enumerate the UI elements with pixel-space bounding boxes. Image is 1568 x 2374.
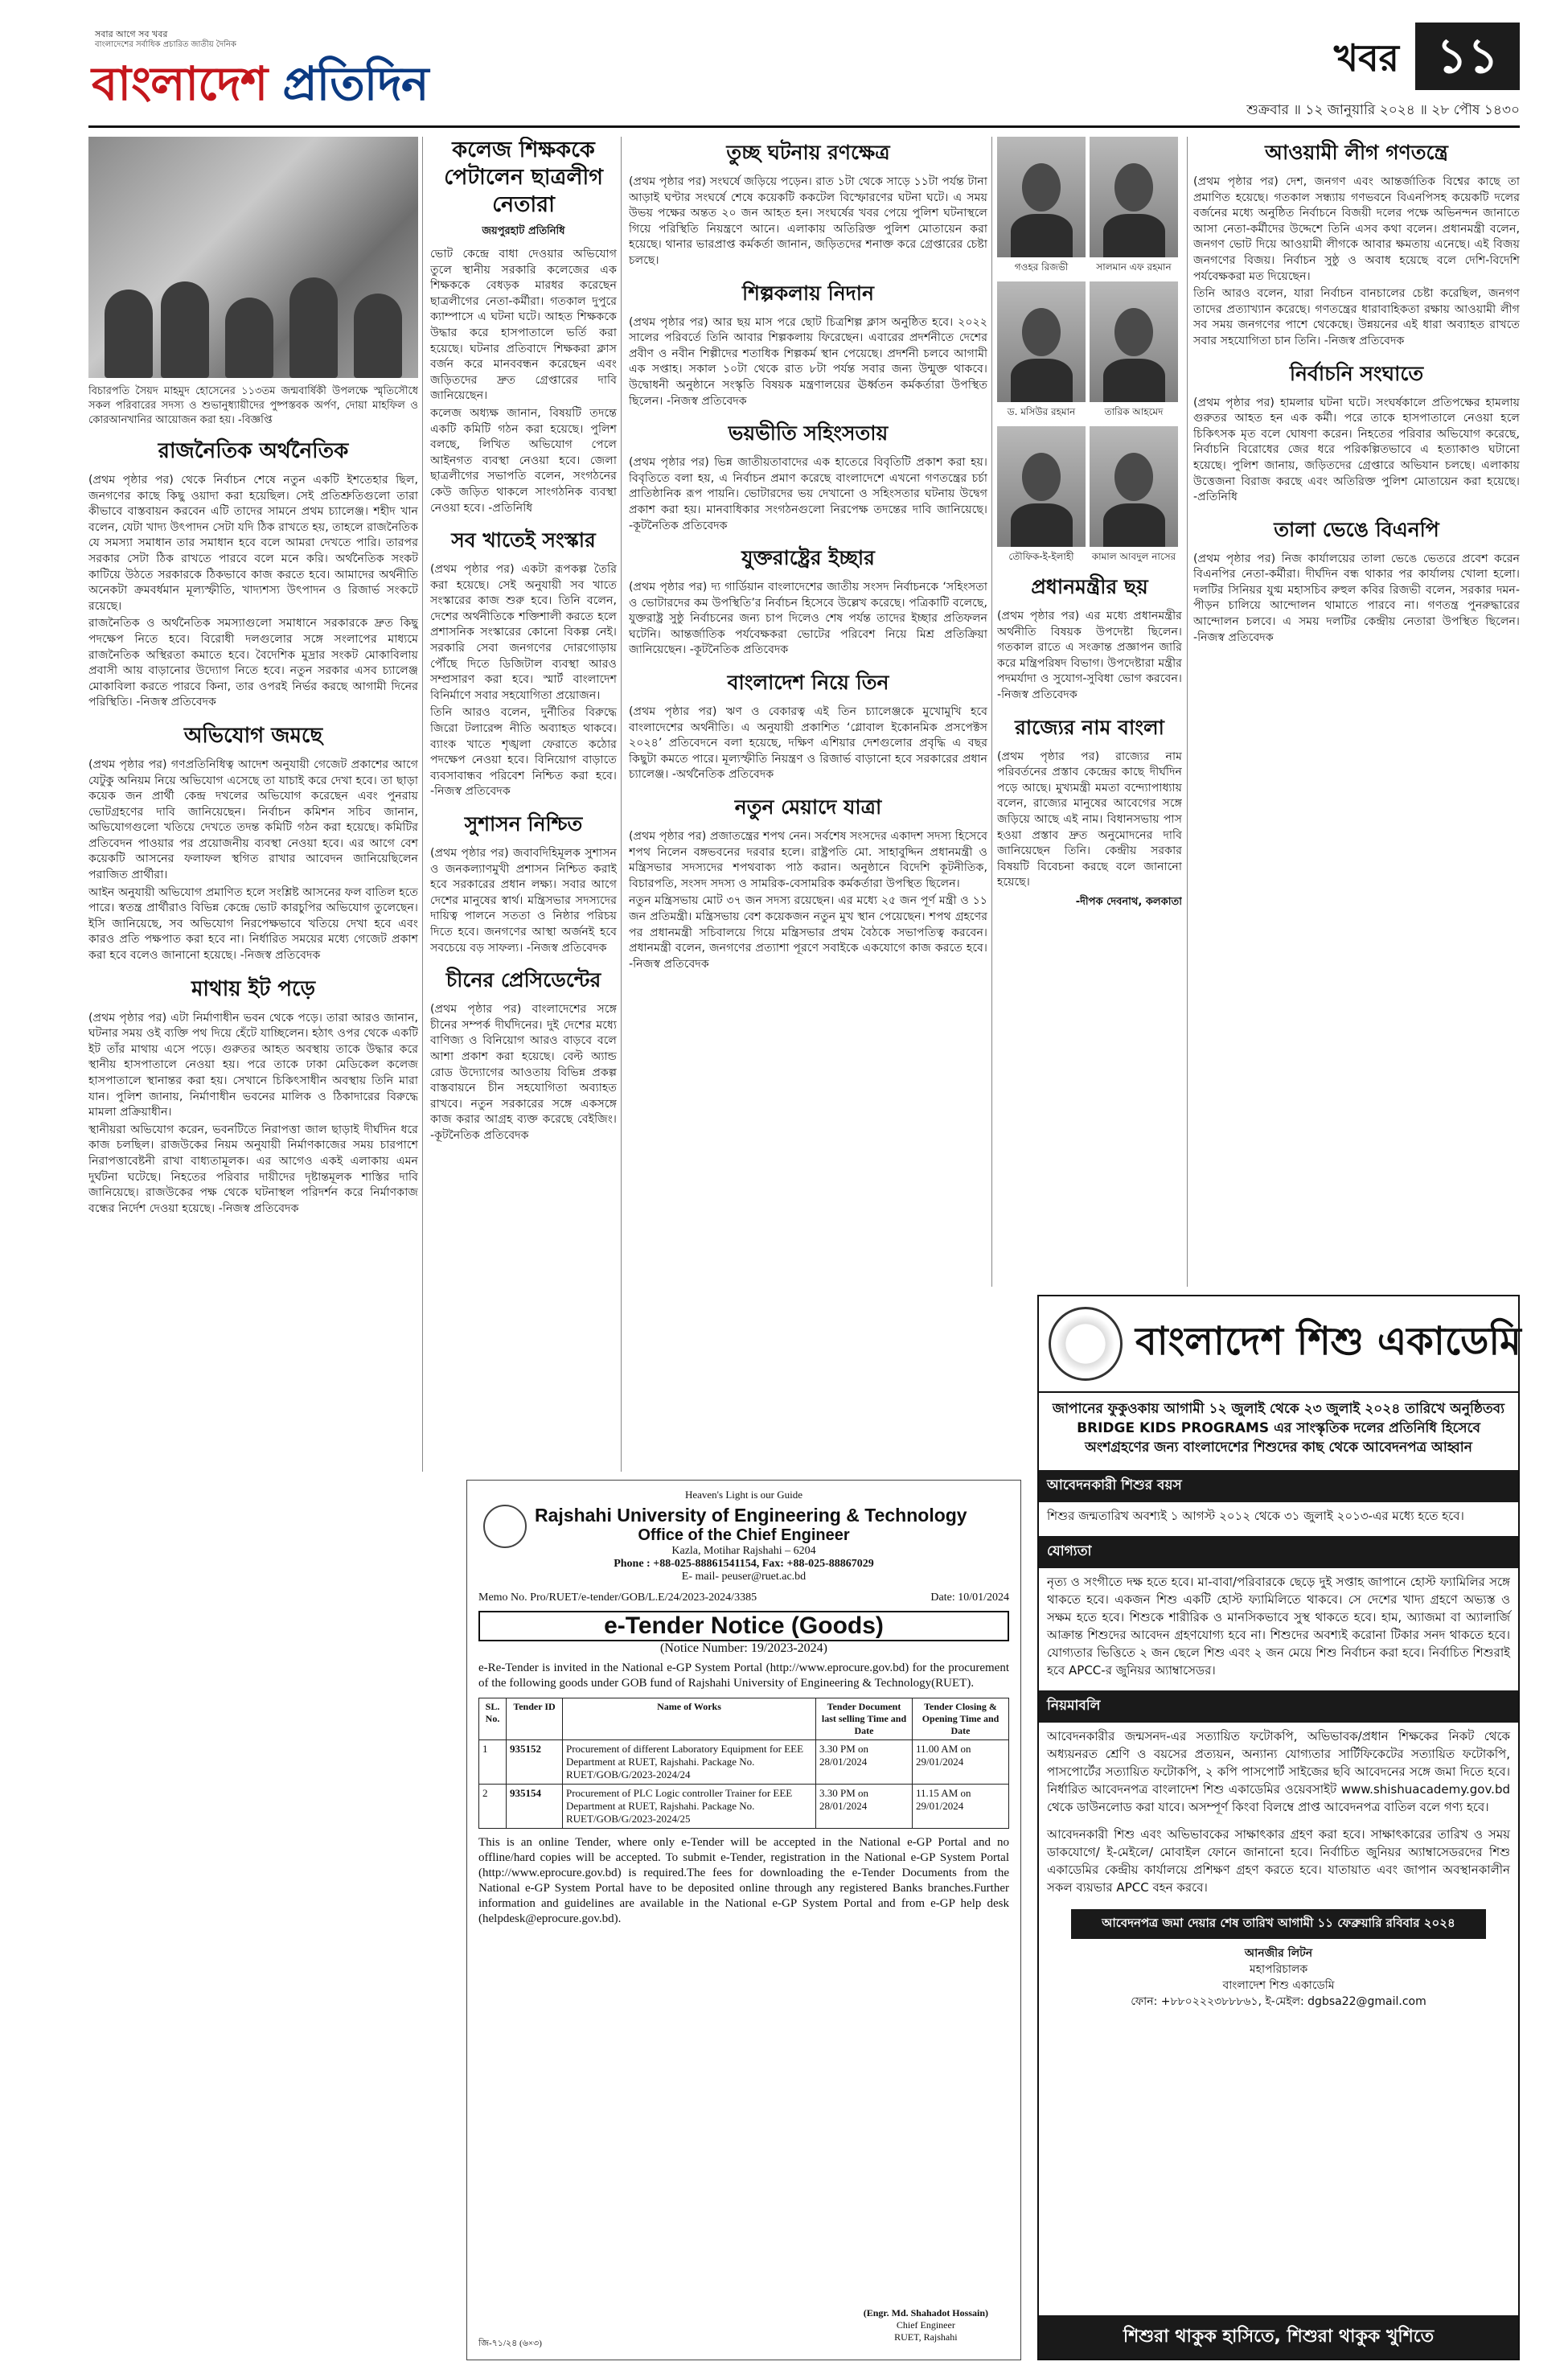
article-body: (প্রথম পৃষ্ঠার পর) থেকে নির্বাচন শেষে নতুন একটি ইশতেহার ছিল, জনগণের কাছে কিছু ওয়াদা করা হয়েছিল। সেই প্রতিশ্রুতিগুলো তারা কীভাবে বাস্তবায়ন করবেন এটি তাদের সামনে প্রথম চ্যালেঞ্জ। শহীদ খান বলেন, যেটা খাদ্য উৎপাদন সেটা যদি ঠিক রাখতে হয়, তাহলে রাজনৈতিক যে সমস্যা সমাধান তার সমাধান হবে বলে আমরা দেখতে পারি। তারপর সরকার সেটা ঠিক রাখতে পারবে বলে মনে করি। অর্থনৈতিক সংকট কাটিয়ে উঠতে সরকারকে ঠিকভাবে কাজ করতে হবে। আমাদের অর্থনীতি অনেকটা ক্রমবর্ধমান মূল্যস্ফীতি, খাদ্যশস্য উৎপাদন ও রিজার্ভ সংকটে রয়েছে। [88,474,418,613]
academy-name: বাংলাদেশ শিশু একাডেমি [1135,1318,1521,1364]
article-body: রাজনৈতিক ও অর্থনৈতিক সমস্যাগুলো সমাধানে সরকারকে দ্রুত কিছু পদক্ষেপ নিতে হবে। বিরোধী দলগুলোর সঙ্গে সংলাপের মাধ্যমে রাজনৈতিক অস্থিরতা কমাতে হবে। বৈদেশিক মুদ্রার সংকট মোকাবিলায় প্রবাসী আয় বাড়ানোর উদ্যোগ নিতে হবে। নতুন সরকার এসব চ্যালেঞ্জ মোকাবিলা করতে পারবে কিনা, তার ওপরই নির্ভর করছে আগামী দিনের পরিস্থিতি। -নিজস্ব প্রতিবেদক [88,617,418,709]
portrait-photo[interactable] [1090,426,1178,547]
tender-signature [864,2307,988,2343]
tender-email[interactable]: E- mail- peuser@ruet.ac.bd [681,1571,807,1583]
portrait-photo[interactable] [997,426,1086,547]
page-number: ১১ [1415,23,1520,90]
dateline: শুক্রবার ॥ ১২ জানুয়ারি ২০২৪ ॥ ২৮ পৌষ ১৪৩০ [1246,102,1520,118]
article-body: কলেজ অধ্যক্ষ জানান, বিষয়টি তদন্তে একটি কমিটি গঠন করা হয়েছে। পুলিশ বলছে, লিখিত অভিযোগ পেলে আইনগত ব্যবস্থা নেওয়া হবে। জেলা ছাত্রলীগের সভাপতি বলেন, সংগঠনের কেউ জড়িত থাকলে সাংগঠনিক ব্যবস্থা নেওয়া হবে। -প্রতিনিধি [430,406,617,515]
table-header: SL. No. [479,1698,507,1740]
headline-awami-league[interactable]: আওয়ামী লীগ গণতন্ত্রে [1265,141,1448,164]
ad-code: জি-৭১/২৪ (৬×৩) [478,2339,542,2348]
tender-memo-row [478,1592,1009,1604]
masthead [88,23,1520,119]
portrait-caption: ড. মসিউর রহমান [1007,406,1076,417]
news-photo[interactable] [88,137,418,378]
column-middle [629,137,987,1472]
portrait-caption: কামাল আবদুল নাসের [1091,551,1176,562]
article-body: (প্রথম পৃষ্ঠার পর) রাজ্যের নাম পরিবর্তনের প্রস্তাব কেন্দ্রের কাছে দীর্ঘদিন পড়ে আছে। মুখ্যমন্ত্রী মমতা বন্দ্যোপাধ্যায় বলেন, রাজ্যের মানুষের আবেগের সঙ্গে জড়িয়ে আছে এই নাম। বিধানসভায় পাস হওয়া প্রস্তাব দ্রুত অনুমোদনের দাবি জানিয়েছেন তিনি। কেন্দ্রীয় সরকার বিষয়টি বিবেচনা করছে বলে জানানো হয়েছে। [997,750,1182,889]
article-body: (প্রথম পৃষ্ঠার পর) একটা রূপকল্প তৈরি করা হয়েছে। সেই অনুযায়ী সব খাতে সংস্কারের কাজ শুরু হবে। তিনি বলেন, দেশের অর্থনীতিকে শক্তিশালী করতে হলে প্রশাসনিক সংস্কারের কোনো বিকল্প নেই। সরকারি সেবা জনগণের দোরগোড়ায় পৌঁছে দিতে ডিজিটাল ব্যবস্থা আরও সম্প্রসারণ করা হবে। স্মার্ট বাংলাদেশ বিনির্মাণে সবার সহযোগিতা প্রয়োজন। [430,563,617,702]
headline-reform[interactable]: সব খাতেই সংস্কার [451,528,596,552]
headline-clash[interactable]: তুচ্ছ ঘটনায় রণক্ষেত্র [726,141,890,164]
column-right [1193,137,1520,1287]
photo-caption: বিচারপতি সৈয়দ মাহমুদ হোসেনের ১১৩তম জন্মবার্ষিকী উপলক্ষে স্মৃতিসৌধে সকল পরিবারের সদস্য ও শুভানুধ্যায়ীদের পুষ্পস্তবক অর্পণ, দোয়া মাহফিল ও কোরআনখানির আয়োজন করা হয়। -বিজ্ঞপ্তি [88,385,418,426]
masthead-divider [88,125,1520,128]
headline-teacher-beaten[interactable]: কলেজ শিক্ষককে পেটালেন ছাত্রলীগ নেতারা [444,138,603,217]
table-cell: 11.15 AM on 29/01/2024 [913,1785,1009,1829]
article-body: (প্রথম পৃষ্ঠার পর) জবাবদিহিমূলক সুশাসন ও জনকল্যাণমুখী প্রশাসন নিশ্চিত করাই হবে সরকারের প্রধান লক্ষ্য। সবার আগে দেশের মানুষের স্বার্থ। মন্ত্রিসভার সদস্যদের দায়িত্ব পালনে সততা ও নিষ্ঠার পরিচয় দিতে হবে। জনগণের আস্থা অর্জনই হবে সবচেয়ে বড় সাফল্য। -নিজস্ব প্রতিবেদক [430,847,617,955]
table-cell: 2 [479,1785,507,1829]
table-cell: 935154 [507,1785,563,1829]
tender-table [478,1698,1009,1829]
article-body: (প্রথম পৃষ্ঠার পর) ভিন্ন জাতীয়তাবাদের এক হাতেরে বিবৃতিটি প্রকাশ করা হয়। বিবৃতিতে বলা হয়, এ নির্বাচন প্রমাণ করেছে বাংলাদেশে এখনো গণতন্ত্রের চর্চা প্রাতিষ্ঠানিক রূপ পায়নি। ভোটারদের ভয় দেখানো ও সহিংসতার ঘটনায় উদ্বেগ প্রকাশ করা হয়। মানবাধিকার সংগঠনগুলো নিরপেক্ষ তদন্তের দাবি জানিয়েছে। -কূটনৈতিক প্রতিবেদক [629,456,987,532]
article-body: (প্রথম পৃষ্ঠার পর) গণপ্রতিনিধিত্ব আদেশ অনুযায়ী গেজেট প্রকাশের আগে যেটুকু অনিয়ম নিয়ে অভিযোগ এসেছে তা যাচাই করে দেখা হবে। তা ছাড়া কয়েক জন প্রার্থী কেন্দ্র দখলের অভিযোগ করেছেন এবং পুনরায় ভোটগ্রহণের দাবি জানিয়েছেন। নির্বাচন কমিশন সচিব জানান, অভিযোগগুলো খতিয়ে দেখতে তদন্ত কমিটি গঠন করা হয়েছে। কমিটির প্রতিবেদন পাওয়ার পর প্রয়োজনীয় ব্যবস্থা নেওয়া হবে। এর আগে বেশ কয়েকটি আসনের ফলাফল স্থগিত রাখার আবেদন জানিয়েছিলেন পরাজিত প্রার্থীরা। [88,758,418,882]
portrait-caption: সালমান এফ রহমান [1096,261,1172,273]
table-cell: Procurement of PLC Logic controller Trainer for EEE Department at RUET, Rajshahi. Package No. RUET/GOB/G/2023-2024/25 [563,1785,816,1829]
article-body: ভোট কেন্দ্রে বাধা দেওয়ার অভিযোগ তুলে স্থানীয় সরকারি কলেজের এক শিক্ষককে বেধড়ক মারধর করেছেন ছাত্রলীগের নেতা-কর্মীরা। গতকাল দুপুরে ক্যাম্পাসে এ ঘটনা ঘটে। আহত শিক্ষককে উদ্ধার করে হাসপাতালে ভর্তি করা হয়েছে। ঘটনার প্রতিবাদে শিক্ষকরা ক্লাস বর্জন করে মানববন্ধন করেছেন এবং জড়িতদের দ্রুত গ্রেপ্তারের দাবি জানিয়েছেন। [430,248,617,403]
tender-memo: Memo No. Pro/RUET/e-tender/GOB/L.E/24/2023-2024/3385 [478,1592,757,1604]
section-label: খবর [1333,36,1399,80]
ad-issuer [1039,1945,1518,2010]
tender-date: Date: 10/01/2024 [930,1592,1009,1604]
column-divider [422,137,423,1472]
ad-section-title: যোগ্যতা [1039,1536,1518,1568]
table-cell: 11.00 AM on 29/01/2024 [913,1740,1009,1785]
article-body: তিনি আরও বলেন, যারা নির্বাচন বানচালের চেষ্টা করেছিল, জনগণ তাদের প্রত্যাখ্যান করেছে। গণতন্ত্রের ধারাবাহিকতা রক্ষায় আওয়ামী লীগ সব সময় জনগণের পাশে থেকেছে। উন্নয়নের এই ধারা অব্যাহত রাখতে সবার সহযোগিতা চান তিনি। -নিজস্ব প্রতিবেদক [1193,287,1520,347]
article-body: (প্রথম পৃষ্ঠার পর) দ্য গার্ডিয়ান বাংলাদেশের জাতীয় সংসদ নির্বাচনকে ‘সহিংসতা ও ভোটারদের কম উপস্থিতি’র নির্বাচন হিসেবে উল্লেখ করেছে। পত্রিকাটি বলেছে, যুক্তরাষ্ট্র সুষ্ঠু নির্বাচনের জন্য চাপ দিলেও শেষ পর্যন্ত তাদের ইচ্ছার প্রতিফলন ঘটেনি। আন্তর্জাতিক পর্যবেক্ষকরা ভোটের পরিবেশ নিয়ে মিশ্র প্রতিক্রিয়া জানিয়েছেন। -কূটনৈতিক প্রতিবেদক [629,581,987,657]
tender-outro: This is an online Tender, where only e-Tender will be accepted in the National e-GP Portal and no offline/hard copies will be accepted. To submit e-Tender, registration in the National e-GP System Portal (http://www.eprocure.gov.bd) is required.The fees for downloading the e-Tender Documents from the National e-GP System Portal have to be deposited online through any registered Banks branches.Further information and guidelines are available in the National e-GP System Portal and from e-GP help desk (helpdesk@eprocure.gov.bd). [478,1836,1009,1925]
table-header: Tender Closing & Opening Time and Date [913,1698,1009,1740]
column-divider [991,137,992,1287]
column-second [430,137,617,1472]
article-body: (প্রথম পৃষ্ঠার পর) ঋণ ও বেকারত্ব এই তিন চ্যালেঞ্জকে মুখোমুখি হবে বাংলাদেশের অর্থনীতি। এ অনুযায়ী প্রকাশিত ‘গ্লোবাল ইকোনমিক প্রসপেক্টস ২০২৪’ প্রতিবেদনে বলা হয়েছে, দক্ষিণ এশিয়ার দেশগুলোর প্রবৃদ্ধি এ বছর কিছুটা কমতে পারে। মূল্যস্ফীতি নিয়ন্ত্রণ ও রিজার্ভ বাড়ানো হবে সরকারের প্রধান চ্যালেঞ্জ। -অর্থনৈতিক প্রতিবেদক [629,705,987,782]
ad-text: আবেদনকারীর জন্মসনদ-এর সত্যায়িত ফটোকপি, অভিভাবক/প্রধান শিক্ষকের নিকট থেকে অধ্যয়নরত শ্রেণি ও বয়সের প্রত্যয়ন, অন্যান্য যোগ্যতার সার্টিফিকেটের সত্যায়িত ফটোকপি, পাসপোর্টের সত্যায়িত ফটোকপি, ২ কপি পাসপোর্ট সাইজের ছবি আবেদনের সঙ্গে জমা দিতে হবে। নির্ধারিত আবেদনপত্র বাংলাদেশ শিশু একাডেমির ওয়েবসাইট www.shishuacademy.gov.bd থেকে ডাউনলোড করা যাবে। অসম্পূর্ণ কিংবা বিলম্বে প্রাপ্ত আবেদনপত্র বাতিল বলে গণ্য হবে। [1047,1729,1510,1814]
issuer-name: আনজীর লিটন [1244,1947,1313,1960]
headline-politics-economy[interactable]: রাজনৈতিক অর্থনৈতিক [158,439,349,463]
headline-brick-falls[interactable]: মাথায় ইট পড়ে [191,976,316,1001]
shishu-academy-ad[interactable] [1037,1295,1520,2360]
headline-bnp-lock[interactable]: তালা ভেঙে বিএনপি [1274,517,1439,541]
table-cell: 935152 [507,1740,563,1785]
tender-address: Kazla, Motihar Rajshahi – 6204 [671,1545,816,1557]
ad-text: শিশুর জন্মতারিখ অবশ্যই ১ আগস্ট ২০১২ থেকে ৩১ জুলাই ২০১৩-এর মধ্যে হতে হবে। [1047,1509,1464,1523]
headline-election-conflict[interactable]: নির্বাচনি সংঘাতে [1289,361,1424,385]
signer-org: RUET, Rajshahi [894,2331,958,2343]
table-cell: Procurement of different Laboratory Equipment for EEE Department at RUET, Rajshahi. Package No. RUET/GOB/G/2023-2024/24 [563,1740,816,1785]
ad-section-title: আবেদনকারী শিশুর বয়স [1039,1470,1518,1502]
newspaper-logo[interactable] [88,27,458,114]
article-body: তিনি আরও বলেন, দুর্নীতির বিরুদ্ধে জিরো টলারেন্স নীতি অব্যাহত থাকবে। ব্যাংক খাতে শৃঙ্খলা ফেরাতে কঠোর পদক্ষেপ নেওয়া হবে। বিনিয়োগ বাড়াতে ব্যবসাবান্ধব পরিবেশ নিশ্চিত করা হবে। -নিজস্ব প্রতিবেদক [430,706,617,799]
headline-violence[interactable]: ভয়ভীতি সহিংসতায় [728,421,889,446]
column-fourth [997,571,1182,1287]
column-divider [621,137,622,1472]
portrait-photo[interactable] [997,137,1086,257]
article-body: নতুন মন্ত্রিসভায় মোট ৩৭ জন সদস্য রয়েছেন। এর মধ্যে ২৫ জন পূর্ণ মন্ত্রী ও ১১ জন প্রতিমন্ত্রী। মন্ত্রিসভায় বেশ কয়েকজন নতুন মুখ স্থান পেয়েছেন। শপথ গ্রহণের পর প্রধানমন্ত্রী সচিবালয়ে গিয়ে মন্ত্রিসভার প্রথম বৈঠকে সভাপতিত্ব করবেন। প্রধানমন্ত্রী বলেন, জনগণের প্রত্যাশা পূরণে সবাইকে একযোগে কাজ করতে হবে। -নিজস্ব প্রতিবেদক [629,894,987,971]
table-cell: 3.30 PM on 28/01/2024 [816,1785,913,1829]
headline-arts[interactable]: শিল্পকলায় নিদান [742,281,874,305]
article-body: (প্রথম পৃষ্ঠার পর) বাংলাদেশের সঙ্গে চীনের সম্পর্ক দীর্ঘদিনের। দুই দেশের মধ্যে বাণিজ্য ও বিনিয়োগ আরও বাড়বে বলে আশা প্রকাশ করা হয়েছে। বেল্ট অ্যান্ড রোড উদ্যোগের আওতায় বিভিন্ন প্রকল্প বাস্তবায়নে চীন সহযোগিতা অব্যাহত রাখবে। নতুন সরকারের সঙ্গে একসঙ্গে কাজ করার আগ্রহ ব্যক্ত করেছে বেইজিং। -কূটনৈতিক প্রতিবেদক [430,1003,617,1142]
ad-lead: জাপানের ফুকুওকায় আগামী ১২ জুলাই থেকে ২৩ জুলাই ২০২৪ তারিখে অনুষ্ঠিতব্য BRIDGE KIDS PROGRAMS এর সাংস্কৃতিক দলের প্রতিনিধি হিসেবে অংশগ্রহণের জন্য বাংলাদেশের শিশুদের কাছ থেকে আবেদনপত্র আহ্বান [1052,1401,1505,1456]
ad-section-title: নিয়মাবলি [1039,1690,1518,1723]
article-body: (প্রথম পৃষ্ঠার পর) হামলার ঘটনা ঘটে। সংঘর্ষকালে প্রতিপক্ষের হামলায় গুরুতর আহত হন এক কর্মী। পরে তাকে হাসপাতালে নেওয়া হলে চিকিৎসক মৃত বলে ঘোষণা করেন। নিহতের পরিবার অভিযোগ করেছে, নির্বাচনি বিরোধের জের ধরে পরিকল্পিতভাবে এ হত্যাকাণ্ড ঘটানো হয়েছে। পুলিশ জানায়, জড়িতদের গ্রেপ্তারে অভিযান চলছে। এলাকায় উত্তেজনা বিরাজ করছে এবং অতিরিক্ত পুলিশ মোতায়েন করা হয়েছে। -প্রতিনিধি [1193,396,1520,504]
issuer-contact[interactable]: ফোন: +৮৮০২২২৩৮৮৮৬১, ই-মেইল: dgbsa22@gmail.com [1131,1995,1426,2008]
issuer-org: বাংলাদেশ শিশু একাডেমি [1222,1979,1335,1992]
portrait-caption: গওহর রিজভী [1014,261,1069,273]
tender-phone: Phone : +88-025-88861541154, Fax: +88-025-88867029 [614,1558,874,1570]
byline: জয়পুরহাট প্রতিনিধি [482,225,565,237]
table-cell: 1 [479,1740,507,1785]
article-body: (প্রথম পৃষ্ঠার পর) এটা নির্মাণাধীন ভবন থেকে পড়ে। তারা আরও জানান, ঘটনার সময় ওই ব্যক্তি পথ দিয়ে হেঁটে যাচ্ছিলেন। হঠাৎ ওপর থেকে একটি ইট তাঁর মাথায় এসে পড়ে। গুরুতর আহত অবস্থায় তাকে উদ্ধার করে স্থানীয় হাসপাতালে নেওয়া হয়। পরে তাকে ঢাকা মেডিকেল কলেজ হাসপাতালে স্থানান্তর করা হয়। সেখানে চিকিৎসাধীন অবস্থায় তিনি মারা যান। পুলিশ জানায়, নির্মাণাধীন ভবনের মালিক ও ঠিকাদারের বিরুদ্ধে মামলা প্রক্রিয়াধীন। [88,1011,418,1119]
headline-china-president[interactable]: চীনের প্রেসিডেন্টের [445,968,601,992]
ad-footer-slogan: শিশুরা থাকুক হাসিতে, শিশুরা থাকুক খুশিতে [1039,2315,1518,2359]
portrait-caption: তারিক আহমেদ [1104,406,1164,417]
headline-complaints[interactable]: অভিযোগ জমছে [183,723,323,748]
tender-notice-ad[interactable] [466,1480,1021,2360]
logo-tagline: সবার আগে সব খবর [95,29,168,39]
headline-state-name[interactable]: রাজ্যের নাম বাংলা [1015,715,1164,739]
column-left [88,384,418,2355]
tender-notice-number: (Notice Number: 19/2023-2024) [660,1641,827,1655]
article-body: (প্রথম পৃষ্ঠার পর) সংঘর্ষে জড়িয়ে পড়েন। রাত ১টা থেকে সাড়ে ১১টা পর্যন্ত টানা আড়াই ঘণ্টার সংঘর্ষে শেষে কয়েকটি ককটেল বিস্ফোরণের ঘটনা ঘটে। এ সময় উভয় পক্ষের অন্তত ২০ জন আহত হন। সংঘর্ষের খবর পেয়ে পুলিশ ঘটনাস্থলে গিয়ে পরিস্থিতি নিয়ন্ত্রণে আনে। এলাকায় অতিরিক্ত পুলিশ মোতায়েন করা হয়েছে। থানার ভারপ্রাপ্ত কর্মকর্তা জানান, জড়িতদের শনাক্ত করে গ্রেপ্তারের চেষ্টা চলছে। [629,175,987,267]
logo-subtagline: বাংলাদেশের সর্বাধিক প্রচারিত জাতীয় দৈনিক [95,40,236,49]
column-divider [1187,137,1188,1287]
table-header: Tender ID [507,1698,563,1740]
ad-deadline: আবেদনপত্র জমা দেয়ার শেষ তারিখ আগামী ১১ ফেব্রুয়ারি রবিবার ২০২৪ [1071,1909,1486,1939]
table-row [479,1785,1009,1829]
tender-motto: Heaven's Light is our Guide [684,1489,803,1501]
portrait-photo[interactable] [997,281,1086,402]
issuer-title: মহাপরিচালক [1249,1963,1308,1976]
reporter-signature: -দীপক দেবনাথ, কলকাতা [1075,895,1182,908]
tender-title: e-Tender Notice (Goods) [478,1611,1009,1641]
table-row [479,1740,1009,1785]
tender-intro: e-Re-Tender is invited in the National e-GP System Portal (http://www.eprocure.gov.bd) for the procurement of the following goods under GOB fund of Rajshahi University of Engineering & Technology(RUET). [478,1661,1009,1690]
article-body: (প্রথম পৃষ্ঠার পর) নিজ কার্যালয়ের তালা ভেঙে ভেতরে প্রবেশ করেন বিএনপির নেতা-কর্মীরা। দীর্ঘদিন বন্ধ থাকার পর কার্যালয় খোলা হলো। দলটির সিনিয়র যুগ্ম মহাসচিব রুহুল কবির রিজভী বলেন, সরকার দমন-পীড়ন চালিয়ে আন্দোলন থামাতে পারবে না। গণতন্ত্র পুনরুদ্ধারের আন্দোলন চলবে। এ সময় দলটির কেন্দ্রীয় নেতারা উপস্থিত ছিলেন। -নিজস্ব প্রতিবেদক [1193,552,1520,644]
signer-name: (Engr. Md. Shahadot Hossain) [863,2307,988,2319]
newspaper-name: বাংলাদেশ প্রতিদিন [92,56,429,111]
headline-new-term[interactable]: নতুন মেয়াদে যাত্রা [734,795,882,819]
tender-office: Office of the Chief Engineer [638,1526,850,1544]
signer-title: Chief Engineer [896,2319,955,2331]
article-body: (প্রথম পৃষ্ঠার পর) আর ছয় মাস পরে ছোট চিত্রশিল্প ক্লাস অনুষ্ঠিত হবে। ২০২২ সালের পরিবর্তে তিনি আবার শিল্পকলায় ফিরেছেন। এবারের প্রদর্শনীতে দেশের প্রবীণ ও নবীন শিল্পীদের শতাধিক শিল্পকর্ম স্থান পেয়েছে। প্রদর্শনী চলবে আগামী এক সপ্তাহ। সকাল ১০টা থেকে রাত ৮টা পর্যন্ত সবার জন্য উন্মুক্ত থাকবে। উদ্বোধনী অনুষ্ঠানে সংস্কৃতি বিষয়ক মন্ত্রণালয়ের ঊর্ধ্বতন কর্মকর্তারা উপস্থিত ছিলেন। -নিজস্ব প্রতিবেদক [629,315,987,408]
ad-header [1039,1296,1521,1393]
tender-university: Rajshahi University of Engineering & Technology [535,1505,967,1526]
university-seal-icon [483,1505,527,1548]
academy-emblem-icon [1049,1307,1123,1381]
table-cell: 3.30 PM on 28/01/2024 [816,1740,913,1785]
table-header: Tender Document last selling Time and Date [816,1698,913,1740]
table-header: Name of Works [563,1698,816,1740]
article-body: আইন অনুযায়ী অভিযোগ প্রমাণিত হলে সংশ্লিষ্ট আসনের ফল বাতিল হতে পারে। স্বতন্ত্র প্রার্থীরাও বিভিন্ন কেন্দ্রে ভোট কারচুপির অভিযোগ তুলেছেন। ইসি জানিয়েছে, সব অভিযোগ নিরপেক্ষভাবে খতিয়ে দেখা হবে এবং কারও প্রতি পক্ষপাত করা হবে না। নির্ধারিত সময়ের মধ্যে গেজেট প্রকাশ করা হবে বলেও জানানো হয়েছে। -নিজস্ব প্রতিবেদক [88,885,418,963]
ad-text: নৃত্য ও সংগীতে দক্ষ হতে হবে। মা-বাবা/পরিবারকে ছেড়ে দুই সপ্তাহ জাপানে হোস্ট ফ্যামিলির সঙ্গে থাকতে হবে। একজন শিশু একটি হোস্ট ফ্যামিলিতে থাকবে। সে দেশের খাদ্য গ্রহণে অভ্যস্ত ও সক্ষম হতে হবে। শিশুকে শারীরিক ও মানসিকভাবে সুস্থ থাকতে হবে। হাম, অ্যাজমা বা অ্যালার্জি আক্রান্ত শিশুদের আবেদন গ্রহণযোগ্য হবে না। শিশুদের অবশ্যই করোনা টিকার সনদ থাকতে হবে। যোগ্যতার ভিত্তিতে ২ জন ছেলে শিশু এবং ২ জন মেয়ে শিশু নির্বাচন করা হবে। নির্বাচিত শিশুরাই হবে APCC-র জুনিয়র অ্যাম্বাসেডর। [1047,1575,1510,1678]
article-body: স্থানীয়রা অভিযোগ করেন, ভবনটিতে নিরাপত্তা জাল ছাড়াই দীর্ঘদিন ধরে কাজ চলছিল। রাজউকের নিয়ম অনুযায়ী নির্মাণকাজের সময় চারপাশে নিরাপত্তাবেষ্টনী রাখা বাধ্যতামূলক। এর আগেও একই এলাকায় এমন দুর্ঘটনা ঘটেছে। নিহতের পরিবার দায়ীদের দৃষ্টান্তমূলক শাস্তির দাবি জানিয়েছে। রাজউকের পক্ষ থেকে ঘটনাস্থল পরিদর্শন করে নির্মাণকাজ বন্ধের নির্দেশ দেওয়া হয়েছে। -নিজস্ব প্রতিবেদক [88,1123,418,1215]
portrait-caption: তৌফিক-ই-ইলাহী [1008,551,1074,562]
headline-pm-six[interactable]: প্রধানমন্ত্রীর ছয় [1031,575,1148,598]
portrait-photo[interactable] [1090,281,1178,402]
headline-us-wish[interactable]: যুক্তরাষ্ট্রের ইচ্ছার [741,546,875,570]
portrait-photo[interactable] [1090,137,1178,257]
article-body: (প্রথম পৃষ্ঠার পর) দেশ, জনগণ এবং আন্তর্জাতিক বিশ্বের কাছে তা প্রমাণিত হয়েছে। গতকাল সন্ধ্যায় গণভবনে বিএনপিসহ কয়েকটি দলের বর্জনের মধ্যে অনুষ্ঠিত নির্বাচনে বিজয়ী দলের পক্ষে অভিনন্দন জানাতে আসা নেতা-কর্মীদের উদ্দেশে তিনি এসব কথা বলেন। প্রধানমন্ত্রী বলেন, জনগণ ভোট দিয়ে আওয়ামী লীগকে আবার ক্ষমতায় এনেছে। এই বিজয় জনগণের বিজয়। নির্বাচন সুষ্ঠু ও অবাধ হয়েছে বলে দেশি-বিদেশি পর্যবেক্ষকরা মত দিয়েছেন। [1193,175,1520,283]
headline-governance[interactable]: সুশাসন নিশ্চিত [464,812,583,836]
ad-text: আবেদনকারী শিশু এবং অভিভাবকের সাক্ষাৎকার গ্রহণ করা হবে। সাক্ষাৎকারের তারিখ ও সময় ডাকযোগে/ ই-মেইলে/ মোবাইল ফোনে জানানো হবে। নির্বাচিত জুনিয়র অ্যাম্বাসেডরদের শিশু একাডেমির কেন্দ্রীয় কার্যালয়ে প্রশিক্ষণ গ্রহণ করতে হবে। যাতায়াত এবং জাপান অবস্থানকালীন সকল ব্যয়ভার APCC বহন করবে। [1047,1827,1510,1895]
article-body: (প্রথম পৃষ্ঠার পর) প্রজাতন্ত্রের শপথ নেন। সর্বশেষ সংসদের একাদশ সদস্য হিসেবে শপথ নিলেন বঙ্গভবনের দরবার হলে। রাষ্ট্রপতি মো. সাহাবুদ্দিন প্রধানমন্ত্রী ও মন্ত্রিসভার সদস্যদের শপথবাক্য পাঠ করান। অনুষ্ঠানে বিদেশি কূটনীতিক, বিচারপতি, সংসদ সদস্য ও সামরিক-বেসামরিক কর্মকর্তারা উপস্থিত ছিলেন। [629,830,987,890]
headline-three-challenges[interactable]: বাংলাদেশ নিয়ে তিন [727,671,889,695]
article-body: (প্রথম পৃষ্ঠার পর) এর মধ্যে প্রধানমন্ত্রীর অর্থনীতি বিষয়ক উপদেষ্টা ছিলেন। গতকাল রাতে এ সংক্রান্ত প্রজ্ঞাপন জারি করে মন্ত্রিপরিষদ বিভাগ। উপদেষ্টারা মন্ত্রীর পদমর্যাদা ও সুযোগ-সুবিধা ভোগ করবেন। -নিজস্ব প্রতিবেদক [997,610,1182,701]
